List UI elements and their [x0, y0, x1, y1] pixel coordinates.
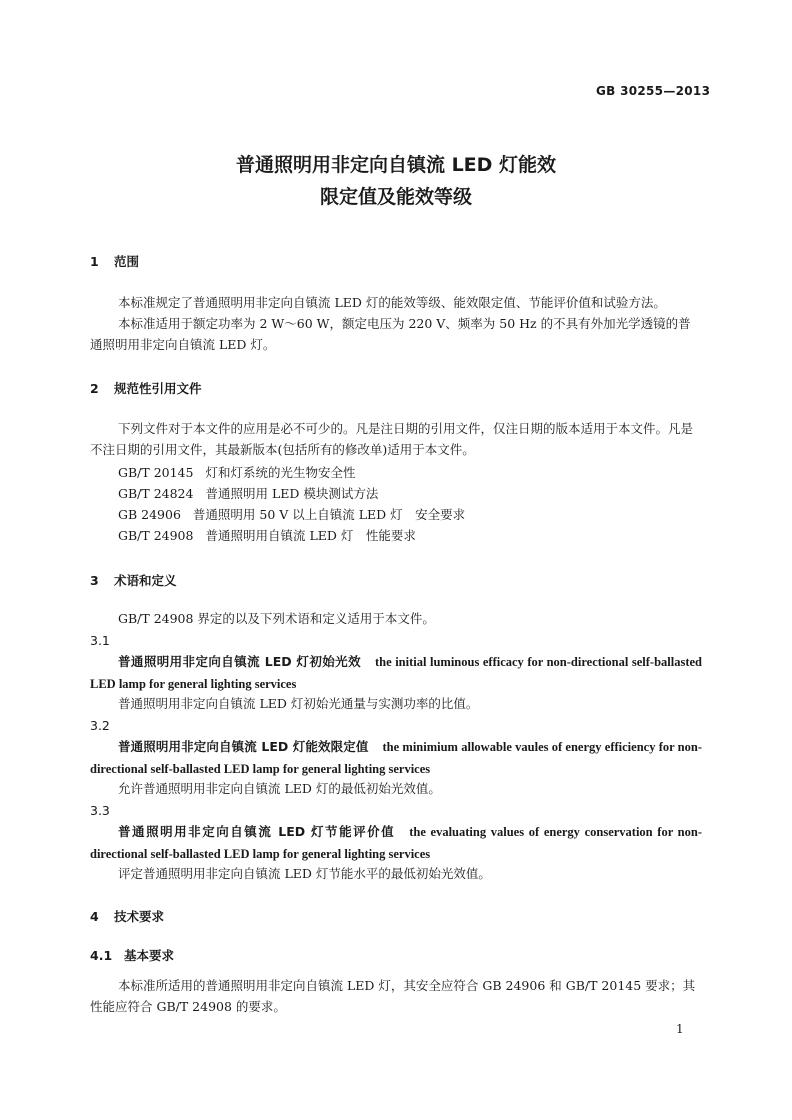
section-title: 范围 [114, 254, 140, 269]
subsection-4-1-heading [90, 946, 174, 964]
section-title: 技术要求 [114, 909, 165, 924]
term-definition: 允许普通照明用非定向自镇流 LED 灯的最低初始光效值。 [118, 781, 441, 796]
section-number: 3 [90, 573, 99, 588]
section-3-intro: GB/T 24908 界定的以及下列术语和定义适用于本文件。 [118, 611, 435, 626]
term-definition: 普通照明用非定向自镇流 LED 灯初始光通量与实测功率的比值。 [118, 696, 479, 711]
section-1-paragraph-2: 本标准适用于额定功率为 2 W～60 W，额定电压为 220 V、频率为 50 Hz 的不具有外加光学透镜的普通照明用非定向自镇流 LED 灯。 [90, 316, 691, 352]
document-title-line-1: 普通照明用非定向自镇流 LED 灯能效 [235, 154, 557, 176]
standard-number: GB 30255—2013 [596, 84, 711, 98]
section-number: 4 [90, 909, 99, 924]
section-2-heading [90, 379, 202, 397]
term-english: the evaluating values of energy conservation for non-directional self-ballasted LED lamp for general lighting services [90, 825, 702, 861]
section-title: 规范性引用文件 [114, 381, 202, 396]
term-chinese: 普通照明用非定向自镇流 LED 灯初始光效 [118, 654, 361, 669]
term-number: 3.1 [90, 633, 110, 648]
term-number: 3.2 [90, 718, 110, 733]
reference-item [118, 505, 465, 523]
section-1-heading [90, 252, 139, 270]
reference-code: GB 24906 [118, 507, 181, 522]
term-definition: 评定普通照明用非定向自镇流 LED 灯节能水平的最低初始光效值。 [118, 866, 491, 881]
reference-code: GB/T 24908 [118, 528, 194, 543]
term-english: the initial luminous efficacy for non-directional self-ballasted LED lamp for general lighting services [90, 655, 702, 691]
subsection-4-1-paragraph: 本标准所适用的普通照明用非定向自镇流 LED 灯，其安全应符合 GB 24906 和 GB/T 20145 要求；其性能应符合 GB/T 24908 的要求。 [90, 978, 696, 1014]
section-1-paragraph-1: 本标准规定了普通照明用非定向自镇流 LED 灯的能效等级、能效限定值、节能评价值和试验方法。 [118, 295, 666, 310]
term-entry [90, 821, 702, 865]
reference-item [118, 484, 378, 502]
term-number: 3.3 [90, 803, 110, 818]
page-number: 1 [676, 1022, 684, 1036]
section-3-heading [90, 571, 177, 589]
term-chinese: 普通照明用非定向自镇流 LED 灯能效限定值 [118, 739, 369, 754]
reference-title: 灯和灯系统的光生物安全性 [205, 465, 356, 480]
section-number: 1 [90, 254, 99, 269]
document-title-line-2: 限定值及能效等级 [319, 186, 472, 208]
reference-item [118, 463, 355, 481]
section-2-paragraph-1: 下列文件对于本文件的应用是必不可少的。凡是注日期的引用文件，仅注日期的版本适用于本文件。凡是不注日期的引用文件，其最新版本(包括所有的修改单)适用于本文件。 [90, 421, 694, 457]
reference-title: 普通照明用自镇流 LED 灯 性能要求 [205, 528, 416, 543]
reference-title: 普通照明用 50 V 以上自镇流 LED 灯 安全要求 [192, 507, 466, 522]
subsection-title: 基本要求 [124, 948, 175, 963]
reference-item [118, 526, 416, 544]
section-4-heading [90, 907, 164, 925]
reference-title: 普通照明用 LED 模块测试方法 [205, 486, 379, 501]
section-title: 术语和定义 [114, 573, 177, 588]
term-english: the minimium allowable vaules of energy efficiency for non-directional self-ballasted LED lamp for general lighting services [90, 740, 702, 776]
term-chinese: 普通照明用非定向自镇流 LED 灯节能评价值 [118, 824, 396, 839]
reference-code: GB/T 20145 [118, 465, 194, 480]
reference-code: GB/T 24824 [118, 486, 194, 501]
term-entry [90, 736, 702, 780]
term-entry [90, 651, 702, 695]
subsection-number: 4.1 [90, 948, 113, 963]
section-number: 2 [90, 381, 99, 396]
